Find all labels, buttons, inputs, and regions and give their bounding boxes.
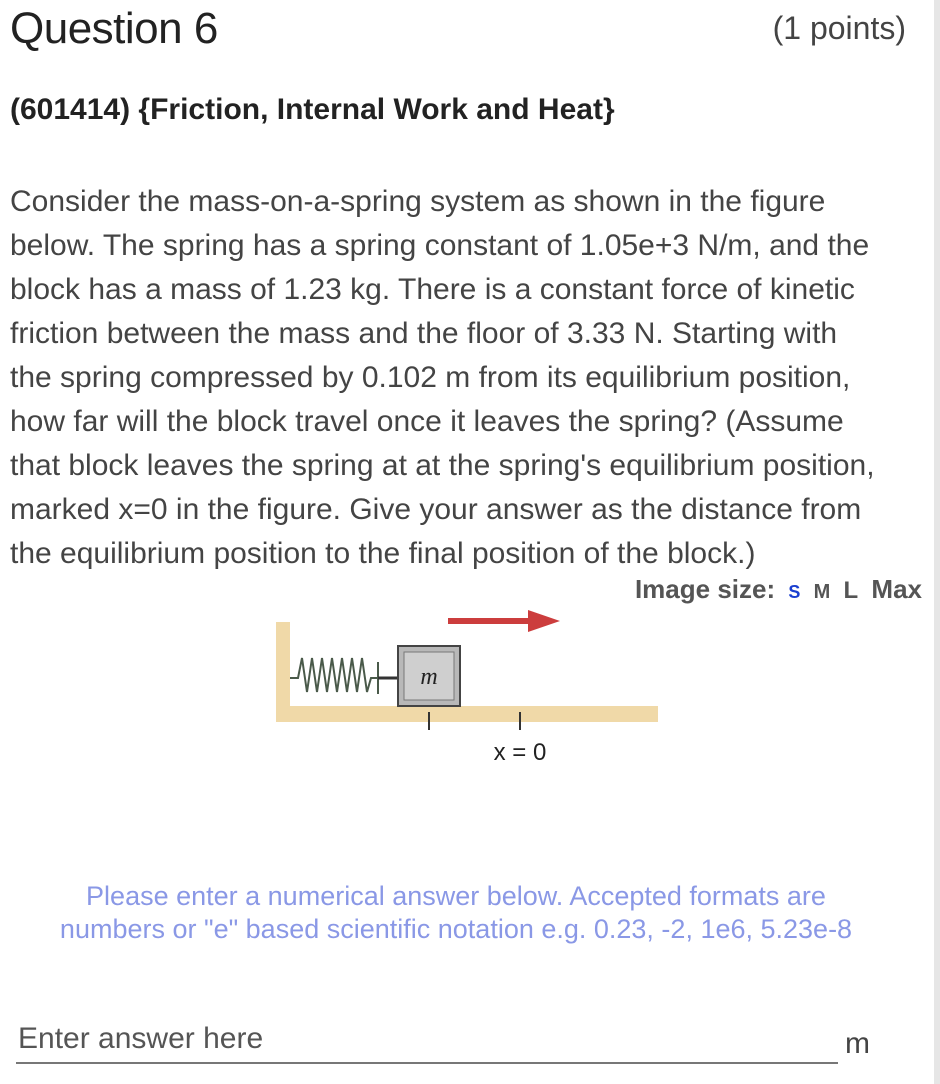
image-size-l-link[interactable]: L [843, 577, 859, 604]
x-zero-label: x = 0 [493, 739, 547, 766]
question-body-line: the spring compressed by 0.102 m from its equilibrium position, [10, 361, 851, 394]
image-size-selector [629, 574, 922, 605]
question-subtitle: (601414) {Friction, Internal Work and Heat} [10, 93, 615, 126]
question-body-line: Consider the mass-on-a-spring system as shown in the figure [10, 185, 826, 218]
answer-unit: m [845, 1027, 870, 1060]
spring [290, 658, 378, 694]
question-points: (1 points) [772, 10, 906, 46]
instructions-line: numbers or "e" based scientific notation e.g. 0.23, -2, 1e6, 5.23e-8 [59, 914, 853, 944]
floor [276, 706, 658, 722]
scrollbar[interactable] [934, 0, 940, 1084]
mass-label: m [420, 664, 438, 690]
question-body [10, 180, 940, 576]
image-size-s-link[interactable]: S [788, 582, 801, 602]
question-body-line: marked x=0 in the figure. Give your answer as the distance from [10, 493, 862, 526]
question-body-line: how far will the block travel once it leaves the spring? (Assume [10, 405, 844, 438]
wall [276, 622, 290, 722]
question-body-line: below. The spring has a spring constant of 1.05e+3 N/m, and the [10, 229, 870, 262]
image-size-m-link[interactable]: M [813, 581, 831, 603]
spring-mass-figure [270, 600, 670, 780]
question-body-line: that block leaves the spring at at the spring's equilibrium position, [10, 449, 875, 482]
answer-input[interactable] [16, 1016, 838, 1064]
image-size-max-link[interactable]: Max [871, 574, 922, 604]
question-title: Question 6 [10, 4, 218, 53]
question-body-line: block has a mass of 1.23 kg. There is a constant force of kinetic [10, 273, 855, 306]
answer-instructions [0, 880, 912, 946]
question-body-line: friction between the mass and the floor of 3.33 N. Starting with [10, 317, 838, 350]
question-body-line: the equilibrium position to the final position of the block.) [10, 537, 756, 570]
velocity-arrow-icon [528, 610, 560, 632]
instructions-line: Please enter a numerical answer below. Accepted formats are [86, 881, 826, 911]
image-size-label: Image size: [634, 574, 776, 604]
